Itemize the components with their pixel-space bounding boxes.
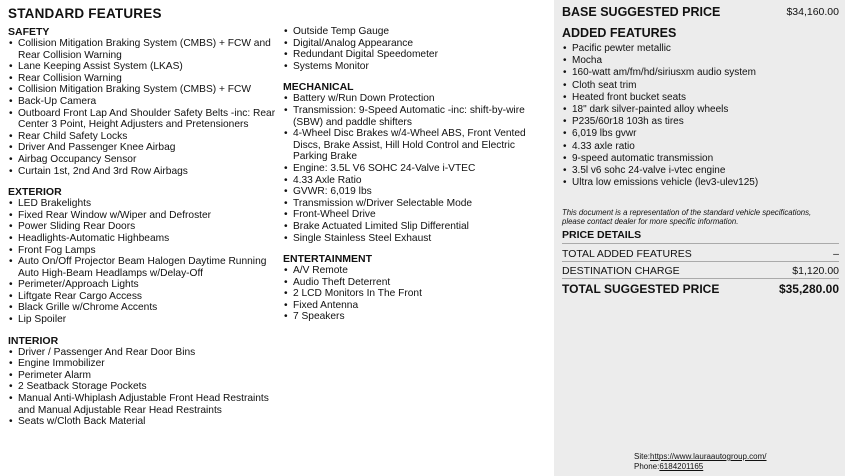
added-feature-item: • Mocha: [562, 55, 837, 67]
added-features-list: [562, 43, 837, 189]
feature-item: • Transmission: 9-Speed Automatic -inc: shift-by-wire (SBW) and paddle shifters: [283, 105, 551, 128]
price-row-label: DESTINATION CHARGE: [562, 265, 680, 277]
feature-item: • Outside Temp Gauge: [283, 26, 551, 38]
added-feature-item: • 3.5l v6 sohc 24-valve i-vtec engine: [562, 165, 837, 177]
feature-item: • Collision Mitigation Braking System (CMBS) + FCW: [8, 84, 278, 96]
added-feature-item: • Heated front bucket seats: [562, 92, 837, 104]
feature-item: • 2 Seatback Storage Pockets: [8, 381, 278, 393]
disclaimer-note: This document is a representation of the standard vehicle specifications, please contact dealer for more specific information.: [562, 208, 812, 226]
feature-item: • Perimeter/Approach Lights: [8, 279, 278, 291]
feature-item: • Perimeter Alarm: [8, 370, 278, 382]
feature-section: [283, 81, 551, 244]
feature-item: • Fixed Rear Window w/Wiper and Defroster: [8, 210, 278, 222]
divider: [562, 243, 839, 244]
added-feature-item: • Pacific pewter metallic: [562, 43, 837, 55]
feature-item: • Collision Mitigation Braking System (CMBS) + FCW and Rear Collision Warning: [8, 38, 278, 61]
divider: [562, 261, 839, 262]
feature-section: [8, 335, 278, 428]
feature-item: • Front-Wheel Drive: [283, 209, 551, 221]
feature-item: • 4.33 Axle Ratio: [283, 175, 551, 187]
feature-item: • Front Fog Lamps: [8, 245, 278, 257]
feature-item: • Transmission w/Driver Selectable Mode: [283, 198, 551, 210]
feature-item: • Liftgate Rear Cargo Access: [8, 291, 278, 303]
feature-item: • Power Sliding Rear Doors: [8, 221, 278, 233]
phone-label: Phone:: [634, 462, 660, 471]
added-feature-item: • P235/60r18 103h as tires: [562, 116, 837, 128]
added-feature-item: • 9-speed automatic transmission: [562, 153, 837, 165]
feature-section: [8, 186, 278, 326]
dealer-contact: [634, 452, 767, 472]
price-row-value: –: [833, 248, 839, 260]
feature-item: • Rear Child Safety Locks: [8, 131, 278, 143]
section-title: SAFETY: [8, 26, 50, 38]
feature-item: • 7 Speakers: [283, 311, 551, 323]
section-title: MECHANICAL: [283, 81, 354, 94]
feature-item: • Battery w/Run Down Protection: [283, 93, 551, 105]
feature-item: • Driver / Passenger And Rear Door Bins: [8, 347, 278, 359]
feature-item: • Lip Spoiler: [8, 314, 278, 326]
phone-link[interactable]: 6184201165: [659, 462, 704, 471]
added-feature-item: • 6,019 lbs gvwr: [562, 128, 837, 140]
base-price-label: BASE SUGGESTED PRICE: [562, 5, 721, 19]
feature-section: [8, 26, 278, 177]
feature-item: • Back-Up Camera: [8, 96, 278, 108]
feature-item: • Curtain 1st, 2nd And 3rd Row Airbags: [8, 166, 278, 178]
feature-list: [8, 198, 278, 326]
feature-list: [283, 93, 551, 244]
section-title: INTERIOR: [8, 334, 59, 347]
feature-item: • Headlights-Automatic Highbeams: [8, 233, 278, 245]
added-feature-item: • Ultra low emissions vehicle (lev3-ulev125): [562, 177, 837, 189]
added-features-title: ADDED FEATURES: [562, 26, 677, 40]
feature-section: [283, 253, 551, 323]
feature-item: • Redundant Digital Speedometer: [283, 49, 551, 61]
feature-item: • GVWR: 6,019 lbs: [283, 186, 551, 198]
feature-item: • Airbag Occupancy Sensor: [8, 154, 278, 166]
price-details-title: PRICE DETAILS: [562, 229, 642, 241]
feature-item: • Outboard Front Lap And Shoulder Safety Belts -inc: Rear Center 3 Point, Height Adjusters and Pretensioners: [8, 108, 278, 131]
standard-features-title: STANDARD FEATURES: [8, 6, 162, 21]
feature-item: • Audio Theft Deterrent: [283, 277, 551, 289]
site-label: Site:: [634, 452, 651, 461]
feature-item: • Black Grille w/Chrome Accents: [8, 302, 278, 314]
feature-item: • Lane Keeping Assist System (LKAS): [8, 61, 278, 73]
feature-item: • Auto On/Off Projector Beam Halogen Daytime Running Auto High-Beam Headlamps w/Delay-Off: [8, 256, 278, 279]
feature-list: [8, 38, 278, 177]
site-link[interactable]: https://www.lauraautogroup.com/: [650, 452, 767, 461]
added-feature-item: • 4.33 axle ratio: [562, 141, 837, 153]
feature-item: • Seats w/Cloth Back Material: [8, 416, 278, 428]
feature-item: • Brake Actuated Limited Slip Differential: [283, 221, 551, 233]
features-column-1: [8, 6, 278, 428]
added-feature-item: • 18" dark silver-painted alloy wheels: [562, 104, 837, 116]
feature-item: • Engine Immobilizer: [8, 358, 278, 370]
features-column-2: [283, 26, 551, 323]
feature-list: [283, 265, 551, 323]
section-title: EXTERIOR: [8, 186, 62, 199]
feature-item: • 2 LCD Monitors In The Front: [283, 288, 551, 300]
feature-item: • Digital/Analog Appearance: [283, 38, 551, 50]
pricing-panel: [554, 0, 845, 476]
base-price-value: $34,160.00: [786, 6, 839, 18]
feature-item: • A/V Remote: [283, 265, 551, 277]
price-row-value: $1,120.00: [792, 265, 839, 277]
price-row-label: TOTAL ADDED FEATURES: [562, 248, 692, 260]
feature-item: • Rear Collision Warning: [8, 73, 278, 85]
feature-item: • Driver And Passenger Knee Airbag: [8, 142, 278, 154]
price-row-destination: [562, 265, 839, 277]
price-row-added-features: [562, 248, 839, 260]
added-feature-item: • Cloth seat trim: [562, 80, 837, 92]
feature-item: • Single Stainless Steel Exhaust: [283, 233, 551, 245]
feature-item: • Systems Monitor: [283, 61, 551, 73]
feature-item: • Manual Anti-Whiplash Adjustable Front Head Restraints and Manual Adjustable Rear Head Restraints: [8, 393, 278, 416]
total-price-label: TOTAL SUGGESTED PRICE: [562, 282, 720, 296]
added-feature-item: • 160-watt am/fm/hd/siriusxm audio system: [562, 67, 837, 79]
section-title: ENTERTAINMENT: [283, 253, 373, 266]
feature-list-continued: [283, 26, 551, 72]
feature-item: • 4-Wheel Disc Brakes w/4-Wheel ABS, Front Vented Discs, Brake Assist, Hill Hold Control and Electric Parking Brake: [283, 128, 551, 163]
feature-item: • LED Brakelights: [8, 198, 278, 210]
total-price-value: $35,280.00: [778, 282, 839, 296]
feature-item: • Engine: 3.5L V6 SOHC 24-Valve i-VTEC: [283, 163, 551, 175]
total-price-row: [562, 282, 839, 296]
feature-item: • Fixed Antenna: [283, 300, 551, 312]
divider: [562, 278, 839, 279]
feature-list: [8, 347, 278, 428]
